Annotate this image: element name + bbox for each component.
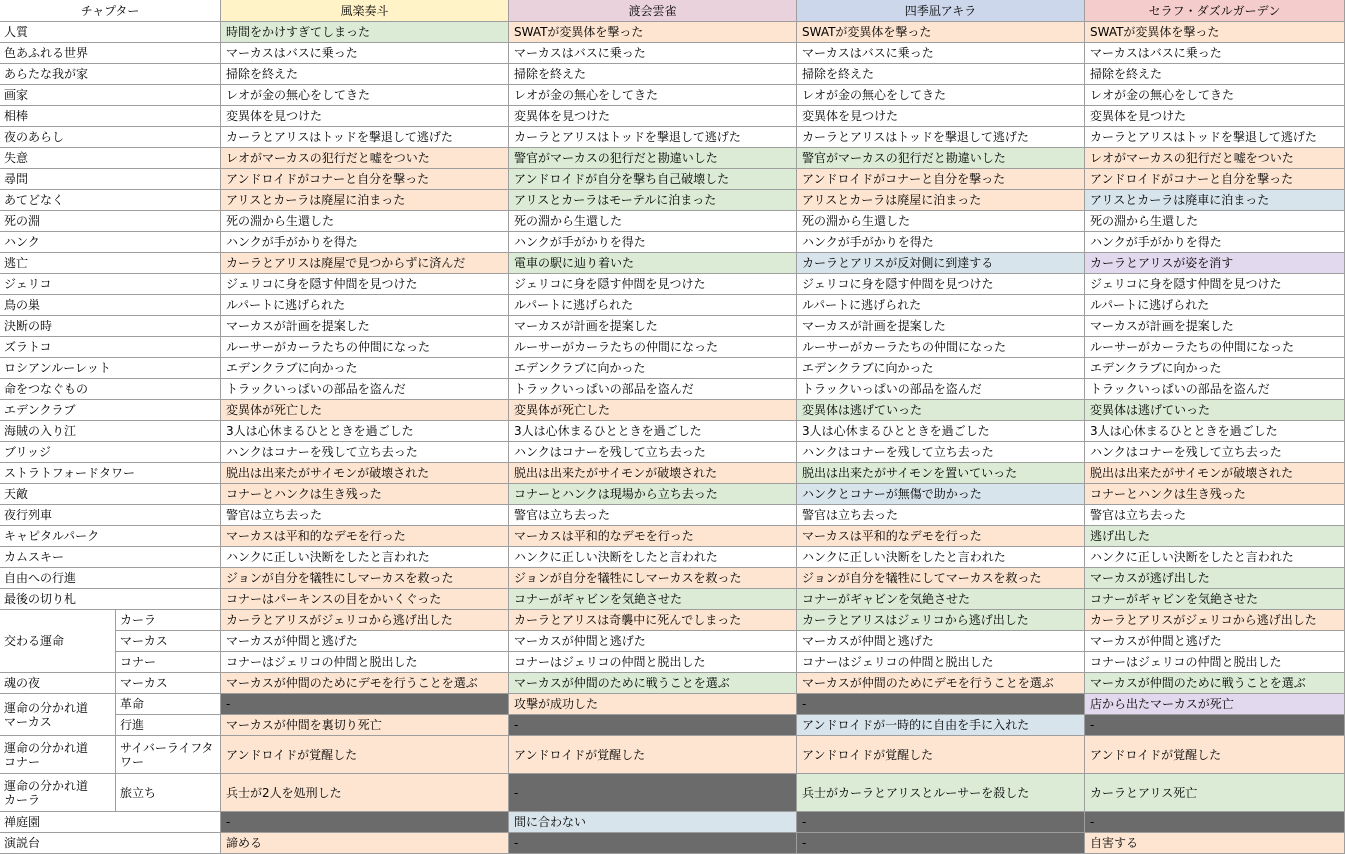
result-cell[interactable]: エデンクラブに向かった: [221, 358, 509, 379]
result-cell[interactable]: ハンクに正しい決断をしたと言われた: [509, 547, 797, 568]
result-cell[interactable]: -: [1085, 812, 1345, 833]
result-cell[interactable]: 兵士が2人を処刑した: [221, 774, 509, 812]
result-cell[interactable]: 変異体が死亡した: [509, 400, 797, 421]
result-cell[interactable]: ルパートに逃げられた: [1085, 295, 1345, 316]
chapter-cell[interactable]: 夜のあらし: [0, 127, 221, 148]
result-cell[interactable]: 変異体を見つけた: [1085, 106, 1345, 127]
result-cell[interactable]: マーカスは平和的なデモを行った: [797, 526, 1085, 547]
chapter-cell[interactable]: 決断の時: [0, 316, 221, 337]
result-cell[interactable]: 変異体を見つけた: [797, 106, 1085, 127]
result-cell[interactable]: アリスとカーラは廃屋に泊まった: [797, 190, 1085, 211]
result-cell[interactable]: 脱出は出来たがサイモンが破壊された: [221, 463, 509, 484]
result-cell[interactable]: カーラとアリスはトッドを撃退して逃げた: [797, 127, 1085, 148]
chapter-cell[interactable]: ジェリコ: [0, 274, 221, 295]
chapter-cell[interactable]: 人質: [0, 22, 221, 43]
result-cell[interactable]: マーカスはバスに乗った: [797, 43, 1085, 64]
chapter-cell[interactable]: 尋問: [0, 169, 221, 190]
result-cell[interactable]: 3人は心休まるひとときを過ごした: [221, 421, 509, 442]
result-cell[interactable]: カーラとアリスが反対側に到達する: [797, 253, 1085, 274]
result-cell[interactable]: マーカスが逃げ出した: [1085, 568, 1345, 589]
sub-route-cell[interactable]: サイバーライフタワー: [116, 736, 221, 774]
result-cell[interactable]: 掃除を終えた: [797, 64, 1085, 85]
header-player[interactable]: 四季凪アキラ: [797, 0, 1085, 22]
result-cell[interactable]: -: [797, 833, 1085, 854]
chapter-cell[interactable]: 海賊の入り江: [0, 421, 221, 442]
sub-route-cell[interactable]: マーカス: [116, 631, 221, 652]
result-cell[interactable]: 脱出は出来たがサイモンが破壊された: [509, 463, 797, 484]
result-cell[interactable]: 掃除を終えた: [509, 64, 797, 85]
result-cell[interactable]: 3人は心休まるひとときを過ごした: [1085, 421, 1345, 442]
header-player[interactable]: セラフ・ダズルガーデン: [1085, 0, 1345, 22]
result-cell[interactable]: -: [797, 812, 1085, 833]
result-cell[interactable]: アンドロイドがコナーと自分を撃った: [1085, 169, 1345, 190]
chapter-cell[interactable]: 逃亡: [0, 253, 221, 274]
result-cell[interactable]: マーカスはバスに乗った: [221, 43, 509, 64]
result-cell[interactable]: マーカスが仲間と逃げた: [1085, 631, 1345, 652]
sub-route-cell[interactable]: 行進: [116, 715, 221, 736]
chapter-cell[interactable]: あてどなく: [0, 190, 221, 211]
result-cell[interactable]: マーカスが計画を提案した: [1085, 316, 1345, 337]
result-cell[interactable]: ハンクはコナーを残して立ち去った: [509, 442, 797, 463]
result-cell[interactable]: ルパートに逃げられた: [797, 295, 1085, 316]
result-cell[interactable]: コナーがギャビンを気絶させた: [509, 589, 797, 610]
result-cell[interactable]: ハンクに正しい決断をしたと言われた: [797, 547, 1085, 568]
result-cell[interactable]: ルーサーがカーラたちの仲間になった: [1085, 337, 1345, 358]
result-cell[interactable]: コナーとハンクは生き残った: [221, 484, 509, 505]
result-cell[interactable]: 店から出たマーカスが死亡: [1085, 694, 1345, 715]
result-cell[interactable]: 変異体は逃げていった: [1085, 400, 1345, 421]
result-cell[interactable]: 掃除を終えた: [1085, 64, 1345, 85]
sub-route-cell[interactable]: コナー: [116, 652, 221, 673]
result-cell[interactable]: トラックいっぱいの部品を盗んだ: [797, 379, 1085, 400]
result-cell[interactable]: アンドロイドが覚醒した: [509, 736, 797, 774]
header-chapter[interactable]: チャプター: [0, 0, 221, 22]
chapter-cell[interactable]: 魂の夜: [0, 673, 116, 694]
result-cell[interactable]: コナーとハンクは生き残った: [1085, 484, 1345, 505]
result-cell[interactable]: コナーはジェリコの仲間と脱出した: [221, 652, 509, 673]
chapter-cell[interactable]: 色あふれる世界: [0, 43, 221, 64]
result-cell[interactable]: コナーがギャビンを気絶させた: [1085, 589, 1345, 610]
chapter-cell[interactable]: 死の淵: [0, 211, 221, 232]
result-cell[interactable]: ハンクに正しい決断をしたと言われた: [221, 547, 509, 568]
chapter-cell[interactable]: ロシアンルーレット: [0, 358, 221, 379]
result-cell[interactable]: -: [509, 715, 797, 736]
result-cell[interactable]: レオがマーカスの犯行だと嘘をついた: [221, 148, 509, 169]
chapter-cell[interactable]: ブリッジ: [0, 442, 221, 463]
result-cell[interactable]: マーカスが仲間と逃げた: [797, 631, 1085, 652]
result-cell[interactable]: コナーはパーキンスの目をかいくぐった: [221, 589, 509, 610]
result-cell[interactable]: 脱出は出来たがサイモンを置いていった: [797, 463, 1085, 484]
result-cell[interactable]: コナーはジェリコの仲間と脱出した: [509, 652, 797, 673]
result-cell[interactable]: ルーサーがカーラたちの仲間になった: [509, 337, 797, 358]
chapter-cell[interactable]: 相棒: [0, 106, 221, 127]
result-cell[interactable]: マーカスが計画を提案した: [797, 316, 1085, 337]
result-cell[interactable]: ハンクはコナーを残して立ち去った: [1085, 442, 1345, 463]
chapter-cell[interactable]: 最後の切り札: [0, 589, 221, 610]
result-cell[interactable]: カーラとアリスがジェリコから逃げ出した: [1085, 610, 1345, 631]
chapter-cell[interactable]: 天敵: [0, 484, 221, 505]
result-cell[interactable]: カーラとアリス死亡: [1085, 774, 1345, 812]
result-cell[interactable]: コナーはジェリコの仲間と脱出した: [1085, 652, 1345, 673]
result-cell[interactable]: コナーがギャビンを気絶させた: [797, 589, 1085, 610]
result-cell[interactable]: マーカスは平和的なデモを行った: [509, 526, 797, 547]
chapter-cell[interactable]: あらたな我が家: [0, 64, 221, 85]
chapter-cell[interactable]: 禅庭園: [0, 812, 221, 833]
result-cell[interactable]: アリスとカーラはモーテルに泊まった: [509, 190, 797, 211]
result-cell[interactable]: ハンクに正しい決断をしたと言われた: [1085, 547, 1345, 568]
result-cell[interactable]: ハンクが手がかりを得た: [1085, 232, 1345, 253]
result-cell[interactable]: -: [1085, 715, 1345, 736]
header-player[interactable]: 渡会雲雀: [509, 0, 797, 22]
result-cell[interactable]: カーラとアリスはトッドを撃退して逃げた: [1085, 127, 1345, 148]
result-cell[interactable]: -: [221, 694, 509, 715]
result-cell[interactable]: ジェリコに身を隠す仲間を見つけた: [797, 274, 1085, 295]
result-cell[interactable]: 警官は立ち去った: [797, 505, 1085, 526]
result-cell[interactable]: ジョンが自分を犠牲にしてマーカスを救った: [797, 568, 1085, 589]
result-cell[interactable]: ジョンが自分を犠牲にしマーカスを救った: [221, 568, 509, 589]
result-cell[interactable]: アンドロイドが覚醒した: [797, 736, 1085, 774]
result-cell[interactable]: カーラとアリスは奇襲中に死んでしまった: [509, 610, 797, 631]
result-cell[interactable]: レオが金の無心をしてきた: [509, 85, 797, 106]
result-cell[interactable]: マーカスはバスに乗った: [1085, 43, 1345, 64]
result-cell[interactable]: ジェリコに身を隠す仲間を見つけた: [221, 274, 509, 295]
result-cell[interactable]: ジェリコに身を隠す仲間を見つけた: [1085, 274, 1345, 295]
result-cell[interactable]: レオが金の無心をしてきた: [221, 85, 509, 106]
result-cell[interactable]: 電車の駅に辿り着いた: [509, 253, 797, 274]
result-cell[interactable]: マーカスが仲間と逃げた: [221, 631, 509, 652]
result-cell[interactable]: -: [509, 774, 797, 812]
result-cell[interactable]: 自害する: [1085, 833, 1345, 854]
result-cell[interactable]: SWATが変異体を撃った: [1085, 22, 1345, 43]
chapter-cell[interactable]: ストラトフォードタワー: [0, 463, 221, 484]
result-cell[interactable]: 警官がマーカスの犯行だと勘違いした: [509, 148, 797, 169]
result-cell[interactable]: アンドロイドがコナーと自分を撃った: [221, 169, 509, 190]
result-cell[interactable]: レオが金の無心をしてきた: [1085, 85, 1345, 106]
result-cell[interactable]: マーカスが仲間のためにデモを行うことを選ぶ: [221, 673, 509, 694]
result-cell[interactable]: マーカスが仲間のために戦うことを選ぶ: [509, 673, 797, 694]
result-cell[interactable]: トラックいっぱいの部品を盗んだ: [509, 379, 797, 400]
result-cell[interactable]: カーラとアリスはジェリコから逃げ出した: [797, 610, 1085, 631]
result-cell[interactable]: ジェリコに身を隠す仲間を見つけた: [509, 274, 797, 295]
result-cell[interactable]: マーカスはバスに乗った: [509, 43, 797, 64]
chapter-cell[interactable]: エデンクラブ: [0, 400, 221, 421]
result-cell[interactable]: SWATが変異体を撃った: [509, 22, 797, 43]
result-cell[interactable]: 諦める: [221, 833, 509, 854]
header-player[interactable]: 風楽奏斗: [221, 0, 509, 22]
result-cell[interactable]: コナーとハンクは現場から立ち去った: [509, 484, 797, 505]
result-cell[interactable]: アンドロイドが自分を撃ち自己破壊した: [509, 169, 797, 190]
result-cell[interactable]: ルパートに逃げられた: [509, 295, 797, 316]
result-cell[interactable]: ジョンが自分を犠牲にしマーカスを救った: [509, 568, 797, 589]
result-cell[interactable]: マーカスが仲間のためにデモを行うことを選ぶ: [797, 673, 1085, 694]
sub-route-cell[interactable]: 革命: [116, 694, 221, 715]
result-cell[interactable]: 変異体は逃げていった: [797, 400, 1085, 421]
chapter-cell[interactable]: 運命の分かれ道 マーカス: [0, 694, 116, 736]
chapter-cell[interactable]: ズラトコ: [0, 337, 221, 358]
result-cell[interactable]: 間に合わない: [509, 812, 797, 833]
result-cell[interactable]: 変異体を見つけた: [509, 106, 797, 127]
result-cell[interactable]: 死の淵から生還した: [1085, 211, 1345, 232]
result-cell[interactable]: カーラとアリスは廃屋で見つからずに済んだ: [221, 253, 509, 274]
result-cell[interactable]: カーラとアリスはトッドを撃退して逃げた: [509, 127, 797, 148]
chapter-cell[interactable]: 画家: [0, 85, 221, 106]
result-cell[interactable]: トラックいっぱいの部品を盗んだ: [221, 379, 509, 400]
result-cell[interactable]: 警官は立ち去った: [509, 505, 797, 526]
result-cell[interactable]: 変異体が死亡した: [221, 400, 509, 421]
result-cell[interactable]: コナーはジェリコの仲間と脱出した: [797, 652, 1085, 673]
result-cell[interactable]: 攻撃が成功した: [509, 694, 797, 715]
result-cell[interactable]: 逃げ出した: [1085, 526, 1345, 547]
result-cell[interactable]: ルパートに逃げられた: [221, 295, 509, 316]
chapter-cell[interactable]: 失意: [0, 148, 221, 169]
result-cell[interactable]: カーラとアリスがジェリコから逃げ出した: [221, 610, 509, 631]
result-cell[interactable]: ルーサーがカーラたちの仲間になった: [797, 337, 1085, 358]
result-cell[interactable]: ルーサーがカーラたちの仲間になった: [221, 337, 509, 358]
result-cell[interactable]: 3人は心休まるひとときを過ごした: [797, 421, 1085, 442]
result-cell[interactable]: マーカスは平和的なデモを行った: [221, 526, 509, 547]
result-cell[interactable]: アンドロイドが覚醒した: [1085, 736, 1345, 774]
result-cell[interactable]: -: [221, 812, 509, 833]
sub-route-cell[interactable]: 旅立ち: [116, 774, 221, 812]
chapter-cell[interactable]: カムスキー: [0, 547, 221, 568]
result-cell[interactable]: レオがマーカスの犯行だと嘘をついた: [1085, 148, 1345, 169]
result-cell[interactable]: ハンクとコナーが無傷で助かった: [797, 484, 1085, 505]
result-cell[interactable]: エデンクラブに向かった: [509, 358, 797, 379]
result-cell[interactable]: レオが金の無心をしてきた: [797, 85, 1085, 106]
result-cell[interactable]: マーカスが計画を提案した: [221, 316, 509, 337]
result-cell[interactable]: 3人は心休まるひとときを過ごした: [509, 421, 797, 442]
result-cell[interactable]: 兵士がカーラとアリスとルーサーを殺した: [797, 774, 1085, 812]
result-cell[interactable]: 変異体を見つけた: [221, 106, 509, 127]
result-cell[interactable]: 警官は立ち去った: [1085, 505, 1345, 526]
result-cell[interactable]: トラックいっぱいの部品を盗んだ: [1085, 379, 1345, 400]
result-cell[interactable]: マーカスが仲間のために戦うことを選ぶ: [1085, 673, 1345, 694]
chapter-cell[interactable]: 運命の分かれ道 コナー: [0, 736, 116, 774]
result-cell[interactable]: アンドロイドが一時的に自由を手に入れた: [797, 715, 1085, 736]
result-cell[interactable]: ハンクはコナーを残して立ち去った: [221, 442, 509, 463]
sub-route-cell[interactable]: マーカス: [116, 673, 221, 694]
result-cell[interactable]: 警官は立ち去った: [221, 505, 509, 526]
chapter-cell[interactable]: 運命の分かれ道 カーラ: [0, 774, 116, 812]
result-cell[interactable]: -: [797, 694, 1085, 715]
chapter-cell[interactable]: ハンク: [0, 232, 221, 253]
chapter-cell[interactable]: キャピタルパーク: [0, 526, 221, 547]
result-cell[interactable]: SWATが変異体を撃った: [797, 22, 1085, 43]
result-cell[interactable]: 死の淵から生還した: [509, 211, 797, 232]
result-cell[interactable]: -: [509, 833, 797, 854]
result-cell[interactable]: ハンクが手がかりを得た: [509, 232, 797, 253]
result-cell[interactable]: 掃除を終えた: [221, 64, 509, 85]
chapter-cell[interactable]: 交わる運命: [0, 610, 116, 673]
result-cell[interactable]: 時間をかけすぎてしまった: [221, 22, 509, 43]
result-cell[interactable]: アンドロイドがコナーと自分を撃った: [797, 169, 1085, 190]
result-cell[interactable]: 脱出は出来たがサイモンが破壊された: [1085, 463, 1345, 484]
result-cell[interactable]: カーラとアリスが姿を消す: [1085, 253, 1345, 274]
result-cell[interactable]: カーラとアリスはトッドを撃退して逃げた: [221, 127, 509, 148]
result-cell[interactable]: 警官がマーカスの犯行だと勘違いした: [797, 148, 1085, 169]
result-cell[interactable]: マーカスが仲間と逃げた: [509, 631, 797, 652]
result-cell[interactable]: ハンクはコナーを残して立ち去った: [797, 442, 1085, 463]
result-cell[interactable]: エデンクラブに向かった: [1085, 358, 1345, 379]
result-cell[interactable]: ハンクが手がかりを得た: [797, 232, 1085, 253]
result-cell[interactable]: 死の淵から生還した: [221, 211, 509, 232]
chapter-cell[interactable]: 鳥の巣: [0, 295, 221, 316]
sub-route-cell[interactable]: カーラ: [116, 610, 221, 631]
result-cell[interactable]: アンドロイドが覚醒した: [221, 736, 509, 774]
result-cell[interactable]: アリスとカーラは廃車に泊まった: [1085, 190, 1345, 211]
result-cell[interactable]: エデンクラブに向かった: [797, 358, 1085, 379]
result-cell[interactable]: マーカスが計画を提案した: [509, 316, 797, 337]
result-cell[interactable]: 死の淵から生還した: [797, 211, 1085, 232]
chapter-cell[interactable]: 命をつなぐもの: [0, 379, 221, 400]
result-cell[interactable]: マーカスが仲間を裏切り死亡: [221, 715, 509, 736]
result-cell[interactable]: アリスとカーラは廃屋に泊まった: [221, 190, 509, 211]
chapter-cell[interactable]: 演説台: [0, 833, 221, 854]
chapter-cell[interactable]: 自由への行進: [0, 568, 221, 589]
chapter-cell[interactable]: 夜行列車: [0, 505, 221, 526]
result-cell[interactable]: ハンクが手がかりを得た: [221, 232, 509, 253]
